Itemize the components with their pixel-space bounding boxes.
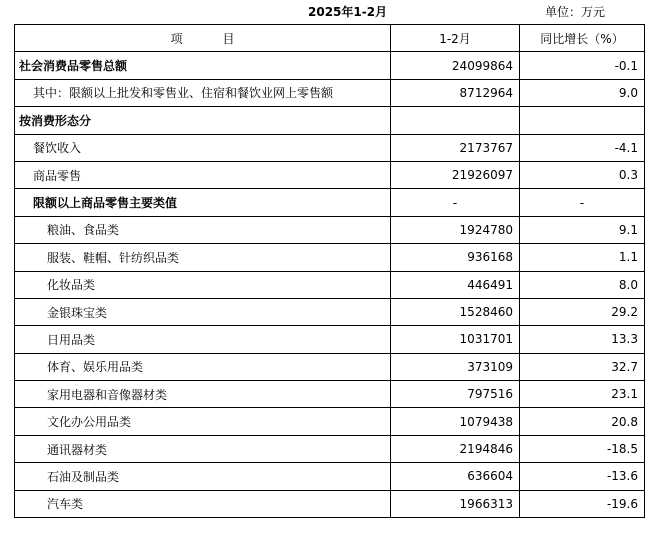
row-value: 1031701 (391, 326, 520, 353)
table-row (15, 161, 645, 188)
row-value: - (391, 189, 520, 216)
table-row (15, 107, 645, 134)
row-label: 粮油、食品类 (15, 216, 391, 243)
row-value: 1966313 (391, 490, 520, 517)
header-period: 1-2月 (391, 25, 520, 52)
table-row (15, 408, 645, 435)
row-label: 餐饮收入 (15, 134, 391, 161)
table-row (15, 326, 645, 353)
table-row (15, 134, 645, 161)
row-label: 汽车类 (15, 490, 391, 517)
row-value: 1924780 (391, 216, 520, 243)
row-label: 限额以上商品零售主要类值 (15, 189, 391, 216)
row-growth: -18.5 (520, 435, 645, 462)
row-growth (520, 107, 645, 134)
row-label: 通讯器材类 (15, 435, 391, 462)
table-header-row (15, 25, 645, 52)
retail-sales-table (14, 24, 645, 518)
row-label: 体育、娱乐用品类 (15, 353, 391, 380)
row-value: 636604 (391, 463, 520, 490)
row-growth: -4.1 (520, 134, 645, 161)
row-value: 24099864 (391, 52, 520, 79)
row-label: 家用电器和音像器材类 (15, 381, 391, 408)
table-row (15, 244, 645, 271)
row-value: 1079438 (391, 408, 520, 435)
report-header (0, 0, 671, 22)
row-label: 商品零售 (15, 161, 391, 188)
table-row (15, 216, 645, 243)
table-row (15, 189, 645, 216)
row-growth: 29.2 (520, 298, 645, 325)
row-label: 社会消费品零售总额 (15, 52, 391, 79)
row-value: 446491 (391, 271, 520, 298)
header-growth: 同比增长（%） (520, 25, 645, 52)
table-row (15, 463, 645, 490)
unit-label: 单位：万元 (545, 5, 606, 19)
table-row (15, 353, 645, 380)
row-growth: 9.0 (520, 79, 645, 106)
row-growth: - (520, 189, 645, 216)
table-row (15, 490, 645, 517)
row-growth: 9.1 (520, 216, 645, 243)
row-value: 2194846 (391, 435, 520, 462)
row-growth: -13.6 (520, 463, 645, 490)
row-label: 金银珠宝类 (15, 298, 391, 325)
row-value: 8712964 (391, 79, 520, 106)
row-label: 文化办公用品类 (15, 408, 391, 435)
row-value: 373109 (391, 353, 520, 380)
row-label: 石油及制品类 (15, 463, 391, 490)
row-label: 日用品类 (15, 326, 391, 353)
row-growth: -0.1 (520, 52, 645, 79)
row-value: 2173767 (391, 134, 520, 161)
row-growth: 0.3 (520, 161, 645, 188)
row-growth: 23.1 (520, 381, 645, 408)
table-row (15, 271, 645, 298)
row-value: 936168 (391, 244, 520, 271)
row-growth: 13.3 (520, 326, 645, 353)
row-label: 按消费形态分 (15, 107, 391, 134)
row-label: 其中：限额以上批发和零售业、住宿和餐饮业网上零售额 (15, 79, 391, 106)
row-growth: 20.8 (520, 408, 645, 435)
row-value: 21926097 (391, 161, 520, 188)
header-item: 项 目 (15, 25, 391, 52)
row-growth: -19.6 (520, 490, 645, 517)
row-label: 化妆品类 (15, 271, 391, 298)
report-title: 2025年1-2月 (308, 5, 388, 19)
table-row (15, 79, 645, 106)
row-growth: 1.1 (520, 244, 645, 271)
table-row (15, 435, 645, 462)
row-label: 服装、鞋帽、针纺织品类 (15, 244, 391, 271)
row-value: 1528460 (391, 298, 520, 325)
table-row (15, 52, 645, 79)
table-row (15, 381, 645, 408)
row-growth: 8.0 (520, 271, 645, 298)
row-growth: 32.7 (520, 353, 645, 380)
table-row (15, 298, 645, 325)
row-value: 797516 (391, 381, 520, 408)
row-value (391, 107, 520, 134)
